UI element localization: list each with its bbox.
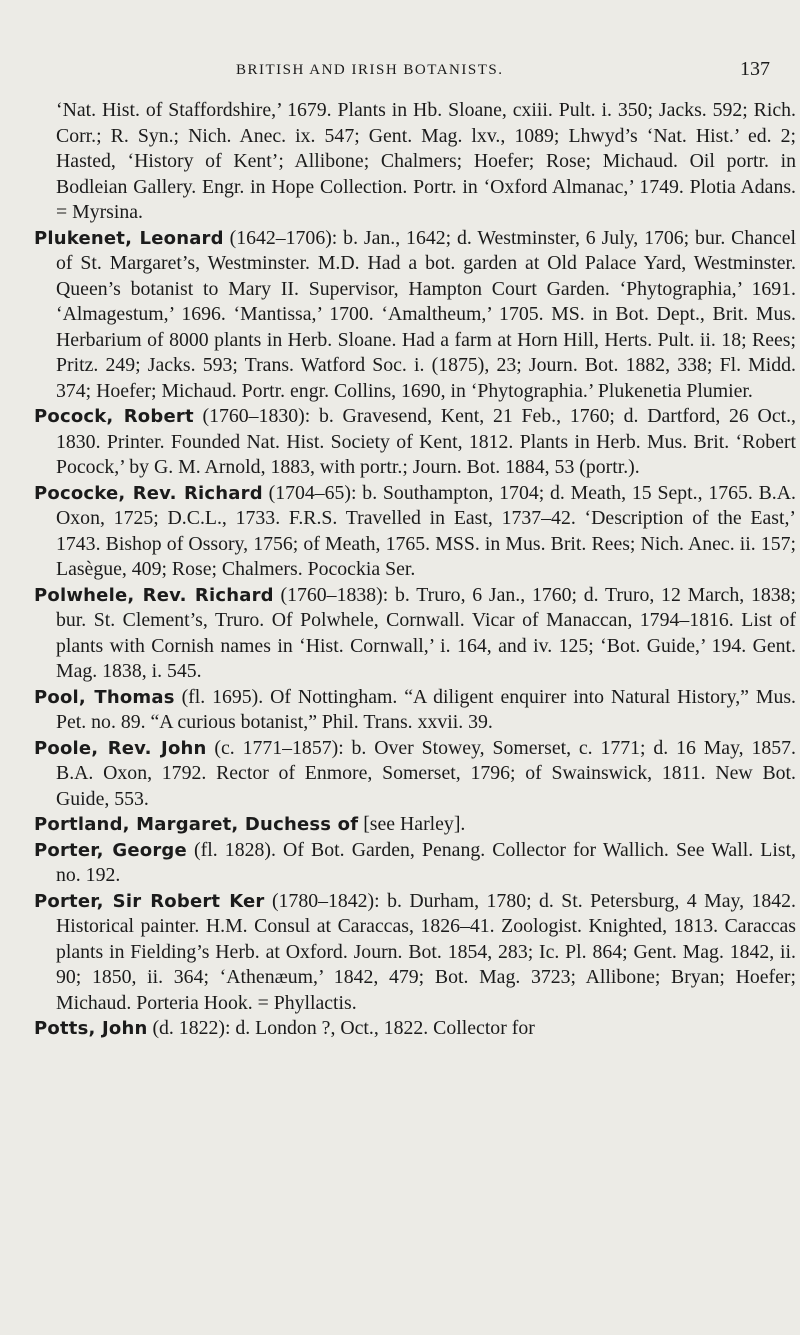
entry-headword: Potts, John — [34, 1018, 148, 1039]
entry-text: (1704–65): b. Southampton, 1704; d. Meath, 15 Sept., 1765. B.A. Oxon, 1725; D.C.L., 1733. F.R.S. Travelled in East, 1737–42. ‘Description of the East,’ 1743. Bishop of Ossory, 1756; of Meath, 1765. MSS. in Mus. Brit. Rees; Nich. Anec. ii. 157; Lasègue, 409; Rose; Chalmers. Pocockia Ser. — [56, 481, 796, 580]
entry-continuation — [34, 98, 796, 226]
entry-headword: Porter, George — [34, 839, 187, 861]
entry-text: (1780–1842): b. Durham, 1780; d. St. Petersburg, 4 May, 1842. Historical painter. H.M. Consul at Caraccas, 1826–41. Zoologist. Knighted, 1813. Caraccas plants in Fielding’s Herb. at Oxford. Journ. Bot. 1854, 283; Ic. Pl. 864; Gent. Mag. 1842, ii. 90; 1850, ii. 364; ‘Athenæum,’ 1842, 479; Bot. Mag. 3723; Allibone; Bryan; Hoefer; Michaud. Porteria Hook. = Phyllactis. — [56, 889, 796, 1014]
entry-headword: Polwhele, Rev. Richard — [34, 584, 274, 606]
entry-pocock — [34, 404, 796, 481]
entry-text: ‘Nat. Hist. of Staffordshire,’ 1679. Plants in Hb. Sloane, cxiii. Pult. i. 350; Jacks. 592; Rich. Corr.; R. Syn.; Nich. Anec. ix. 547; Gent. Mag. lxv., 1089; Lhwyd’s ‘Nat. Hist.’ ed. 2; Hasted, ‘History of Kent’; Allibone; Chalmers; Hoefer; Rose; Michaud. Oil portr. in Bodleian Gallery. Engr. in Hope Collection. Portr. in ‘Oxford Almanac,’ 1749. Plotia Adans. = Myrsina. — [56, 99, 796, 223]
entry-headword: Poole, Rev. John — [34, 737, 207, 759]
entry-headword: Pocock, Robert — [34, 406, 194, 427]
entry-porter-george — [34, 838, 796, 889]
entry-poole — [34, 736, 796, 813]
entry-potts — [34, 1016, 796, 1042]
page-number: 137 — [740, 58, 770, 80]
entry-headword: Pococke, Rev. Richard — [34, 482, 263, 504]
entry-headword: Porter, Sir Robert Ker — [34, 890, 265, 912]
entry-headword: Portland, Margaret, Duchess of — [34, 814, 359, 835]
entry-polwhele — [34, 583, 796, 685]
entry-plukenet — [34, 226, 796, 405]
entry-text: (1760–1830): b. Gravesend, Kent, 21 Feb., 1760; d. Dartford, 26 Oct., 1830. Printer. Founded Nat. Hist. Society of Kent, 1812. Plants in Herb. Mus. Brit. ‘Robert Pocock,’ by G. M. Arnold, 1883, with portr.; Journ. Bot. 1884, 53 (portr.). — [56, 405, 796, 478]
entry-text: [see Harley]. — [363, 813, 466, 835]
entry-pool — [34, 685, 796, 736]
entry-text: (1642–1706): b. Jan., 1642; d. Westminster, 6 July, 1706; bur. Chancel of St. Margaret’s, Westminster. M.D. Had a bot. garden at Old Palace Yard, Westminster. Queen’s botanist to Mary II. Supervisor, Hampton Court Garden. ‘Phytographia,’ 1691. ‘Almagestum,’ 1696. ‘Mantissa,’ 1700. ‘Amaltheum,’ 1705. MS. in Bot. Dept., Brit. Mus. Herbarium of 8000 plants in Herb. Sloane. Had a farm at Horn Hill, Herts. Pult. ii. 18; Rees; Pritz. 249; Jacks. 593; Trans. Watford Soc. i. (1875), 23; Journ. Bot. 1882, 338; Fl. Midd. 374; Hoefer; Michaud. Portr. engr. Collins, 1690, in ‘Phytographia.’ Plukenetia Plumier. — [56, 226, 796, 402]
entry-text: (1760–1838): b. Truro, 6 Jan., 1760; d. Truro, 12 March, 1838; bur. St. Clement’s, Truro. Of Polwhele, Cornwall. Vicar of Manaccan, 1794–1816. List of plants with Cornish names in ‘Hist. Cornwall,’ i. 164, and iv. 125; ‘Bot. Guide,’ 194. Gent. Mag. 1838, i. 545. — [56, 583, 796, 682]
entry-text: (fl. 1828). Of Bot. Garden, Penang. Collector for Wallich. See Wall. List, no. 192. — [56, 838, 797, 886]
page-body — [34, 98, 796, 1042]
entry-headword: Pool, Thomas — [34, 686, 175, 708]
entry-pococke — [34, 481, 796, 583]
entry-headword: Plukenet, Leonard — [34, 227, 224, 249]
entry-porter-robert — [34, 889, 796, 1017]
entry-portland — [34, 812, 796, 838]
running-head: BRITISH AND IRISH BOTANISTS. — [236, 62, 504, 78]
entry-text: (d. 1822): d. London ?, Oct., 1822. Collector for — [152, 1017, 535, 1039]
entry-text: (c. 1771–1857): b. Over Stowey, Somerset, c. 1771; d. 16 May, 1857. B.A. Oxon, 1792. Rector of Enmore, Somerset, 1796; of Swainswick, 1811. New Bot. Guide, 553. — [56, 736, 796, 810]
entry-text: (fl. 1695). Of Nottingham. “A diligent enquirer into Natural History,” Mus. Pet. no. 89. “A curious botanist,” Phil. Trans. xxvii. 39. — [56, 685, 796, 733]
